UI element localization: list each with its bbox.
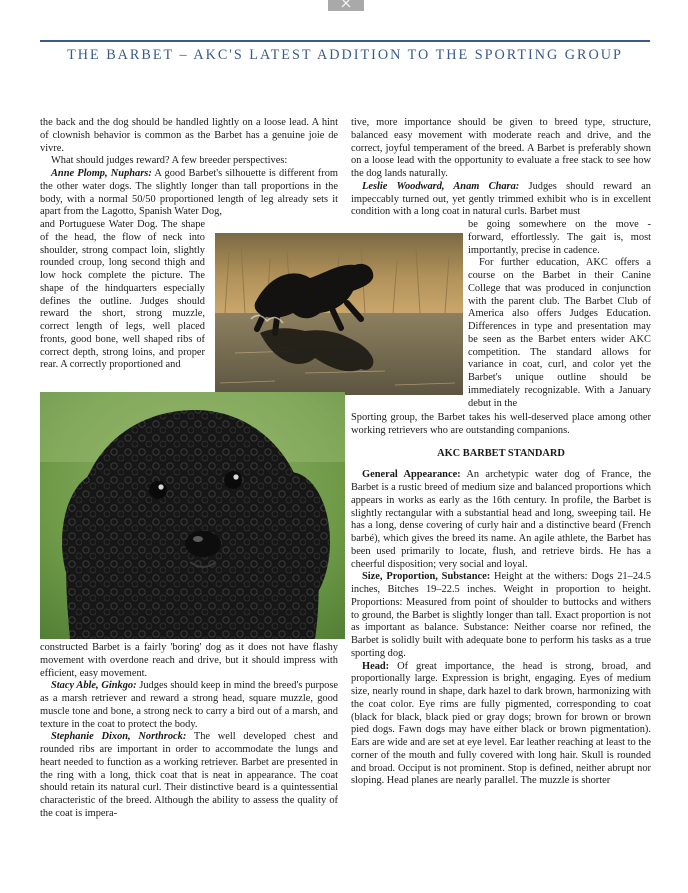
right-column-wrap [468, 219, 651, 410]
paragraph: be going somewhere on the move - forward, effortlessly. The gait is, most importantly, precise in cadence. [468, 219, 651, 256]
speaker-name: Anne Plomp, Nuphars: [51, 168, 152, 179]
close-tab[interactable] [328, 0, 364, 11]
paragraph: Head: Of great importance, the head is strong, broad, and proportionally large. Expression is bright, engaging. Eyes of medium size, nearly round in shape, dark hazel to dark brown, harmonizing with the coat color. Eye rims are fully pigmented, corresponding to coat (black for black, black pied or gray dogs; brown for brown or brown pied dogs. Fawn dogs may have either black or brown pigmentation). Ears are wide and are set at eye level. Ear leather reaching at least to the corner of the mouth and fully covered with long hair. Skull is rounded and broad. Occiput is not prominent. Stop is defined, neither abrupt nor sloping. Head planes are nearly parallel. The muzzle is shorter [351, 660, 652, 787]
paragraph: Leslie Woodward, Anam Chara: Judges should reward an impeccably turned out, yet gently trimmed exhibit who is in excellent condition with a long coat in natural curls. Barbet must [351, 180, 651, 218]
paragraph: tive, more importance should be given to breed type, structure, balanced easy movement with moderate reach and drive, and the correct, joyful temperament of the breed. A Barbet is preferably shown on a loose lead with the opportunity to evaluate a free stack to see how the dog lands naturally. [351, 117, 651, 179]
photo-barbet-puppy [40, 392, 345, 639]
right-column-top [351, 117, 651, 219]
paragraph: Anne Plomp, Nuphars: A good Barbet's silhouette is different from the other water dogs. The slightly longer than tall proportions in the body, with a normal 50/50 proportioned length of leg already sets it apart from the Lagotto, Spanish Water Dog, [40, 168, 338, 218]
close-icon [340, 0, 352, 9]
speaker-name: Stacy Able, Ginkgo: [51, 680, 137, 692]
speaker-name: Stephanie Dixon, Northrock: [51, 731, 187, 743]
left-column-wrap [40, 219, 205, 372]
speaker-name: Leslie Woodward, Anam Chara: [362, 180, 520, 192]
paragraph: constructed Barbet is a fairly 'boring' dog as it does not have flashy movement with overdone reach and drive, but it should impress with efficient, easy movement. [40, 642, 338, 679]
paragraph: For further education, AKC offers a course on the Barbet in their Canine College that was produced in conjunction with the parent club. The Barbet Club of America also offers Judges Education. Differences in type and presentation may be seen as the Barbet enters wider AKC competition. The standard allows for variance in coat, curl, and color yet the Barbet's unique outline should be immediately recognizable. With a January debut in the [468, 257, 651, 409]
paragraph: and Portuguese Water Dog. The shape of the head, the flow of neck into shoulder, strong compact loin, slightly rounded croup, long second thigh and low hock complete the picture. The shape of the hindquarters especially defines the outline. Judges should reward the short, strong muzzle, correct length of legs, well placed fronts, good bone, well shaped ribs of correct depth, strong loins, and proper rear. A correctly proportioned and [40, 219, 205, 371]
paragraph: Stephanie Dixon, Northrock: The well developed chest and rounded ribs are important in order to accommodate the lungs and heart needed to function as a working retriever. Barbet are presented in the ring with a long, thick coat that is neat in appearance. The coat should retain its natural curl. Their distinctive beard is a quintessential characteristic of the breed. Although the ability to assess the quality of the coat is impera- [40, 731, 338, 819]
section-heading: Head: [362, 660, 390, 672]
photo-dog-in-water [214, 232, 464, 396]
paragraph: Sporting group, the Barbet takes his well-deserved place among other working retrievers who are outstanding companions. [351, 412, 651, 436]
section-heading: Size, Proportion, Substance: [362, 571, 491, 583]
page-header: THE BARBET – AKC'S LATEST ADDITION TO THE SPORTING GROUP [67, 47, 623, 63]
left-column-top [40, 117, 338, 219]
paragraph: General Appearance: An archetypic water dog of France, the Barbet is a rustic breed of medium size and balanced proportions which appears in works as early as the 16th century. In profile, the Barbet is slightly rectangular with a substantial head and long, sweeping tail. He has a long, dense covering of curly hair and a distinctive beard (French barbé), which gives the breed its name. An agile athlete, the Barbet has been used primarily to locate, flush, and retrieve birds. He has a cheerful disposition; very social and loyal. [351, 469, 651, 570]
header-rule [40, 40, 650, 42]
paragraph: the back and the dog should be handled lightly on a loose lead. A hint of clownish behavior is common as the Barbet has a genuine joie de vivre. [40, 117, 338, 154]
right-column-bottom [351, 412, 651, 788]
paragraph: Stacy Able, Ginkgo: Judges should keep in mind the breed's purpose as a marsh retriever and reward a strong head, square muzzle, good muscle tone and bone, a strong neck to carry a bird out of a marsh, and texture in the coat to protect the body. [40, 680, 338, 730]
standard-title: AKC BARBET STANDARD [437, 447, 565, 459]
section-heading: General Appearance: [362, 469, 461, 481]
paragraph: Size, Proportion, Substance: Height at the withers: Dogs 21–24.5 inches, Bitches 19–22.5 inches. Weight in proportion to height. Proportions: Measured from point of shoulder to buttocks and withers to ground, the Barbet is slightly longer than tall. Exact proportion is not as important as balance. Substance: Neither coarse nor refined, the Barbet is solidly built with adequate bone to perform his tasks as a true sporting dog. [351, 571, 651, 659]
left-column-bottom [40, 642, 338, 821]
paragraph: What should judges reward? A few breeder perspectives: [51, 155, 288, 167]
